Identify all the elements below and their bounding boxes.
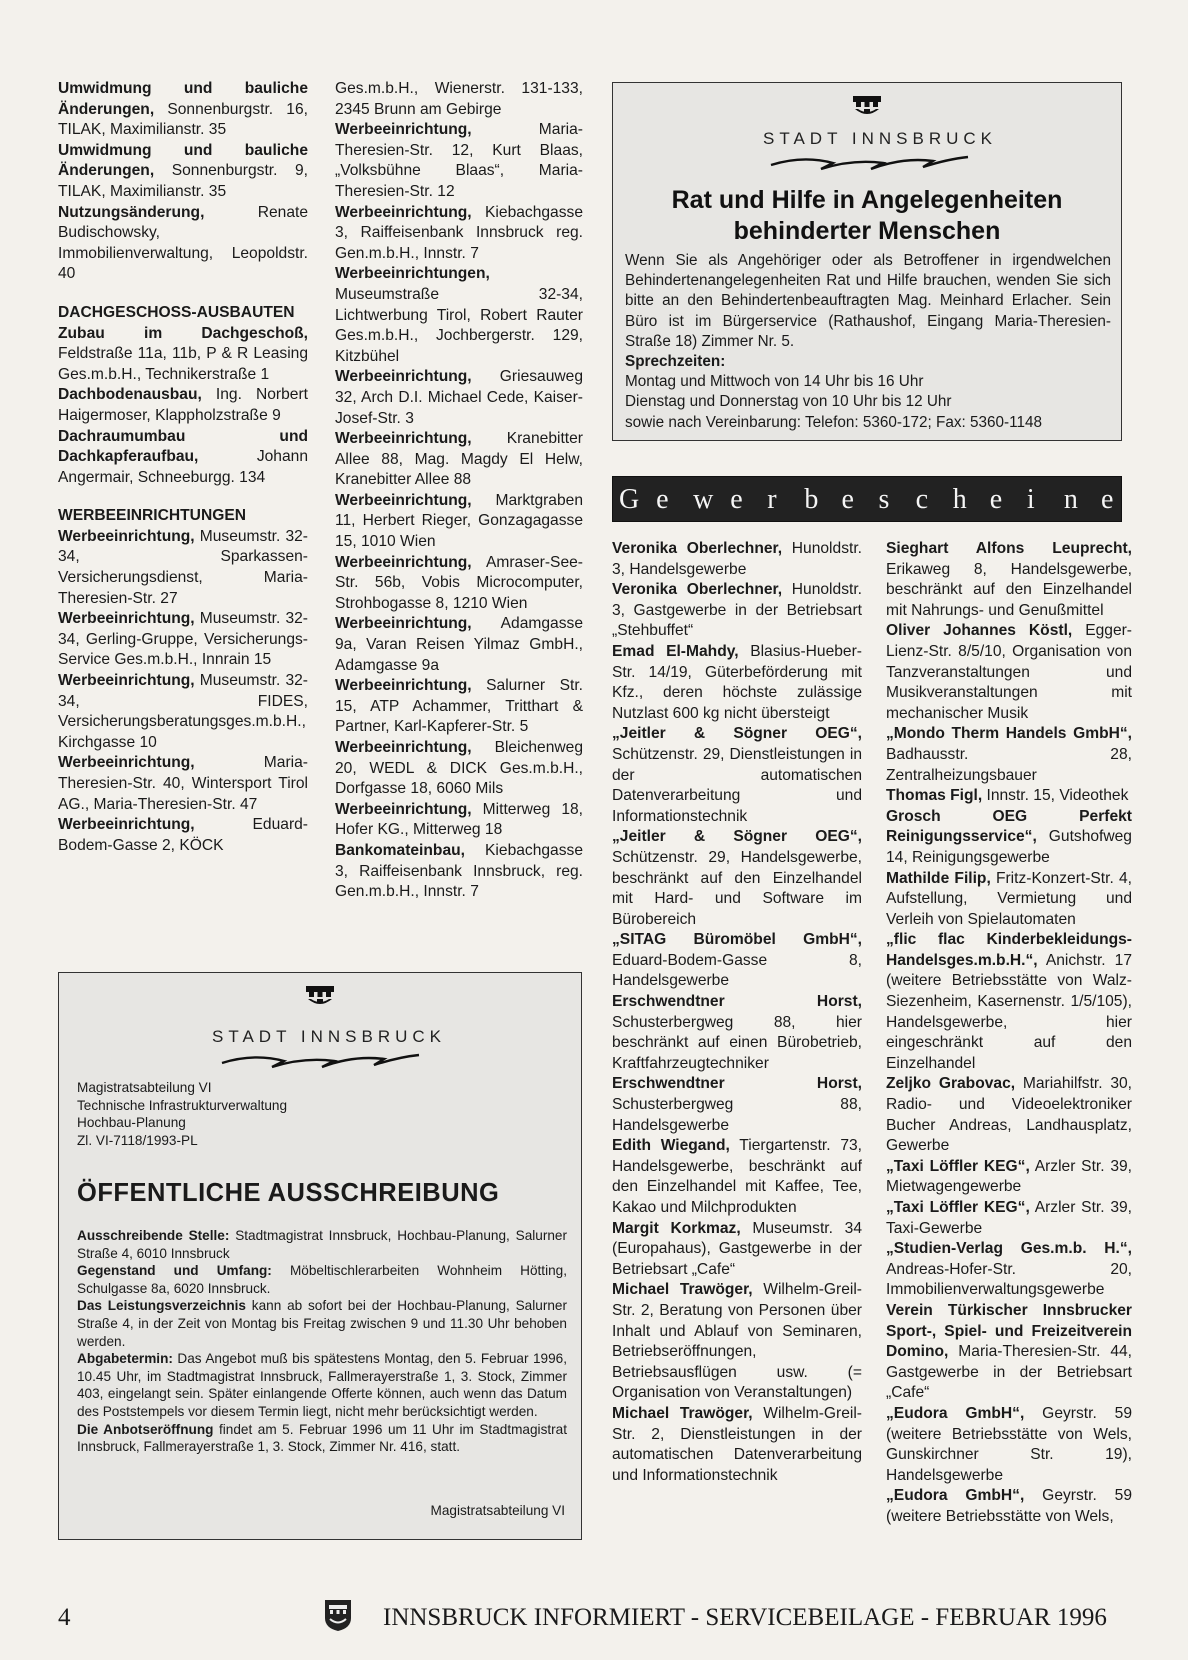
entry-text: Museumstr. 32-34, Sparkassen-Versicherungsdienst, Maria-Theresien-Str. 27 — [58, 527, 308, 607]
entry-title: Das Leistungsverzeichnis — [77, 1298, 246, 1314]
list-item — [886, 1074, 1132, 1156]
entry-title: Michael Trawöger, — [612, 1404, 753, 1422]
entry-title: Dachbodenausbau, — [58, 386, 202, 404]
header-letter: s — [878, 484, 890, 515]
list-item — [58, 609, 308, 671]
list-item — [335, 120, 583, 202]
list-item — [335, 553, 583, 615]
list-item — [886, 621, 1132, 724]
entry-text: Museumstr. 32-34, Gerling-Gruppe, Versicherungs-Service Ges.m.b.H., Innrain 15 — [58, 610, 308, 669]
column-3 — [612, 539, 862, 1486]
list-item — [612, 992, 862, 1074]
entry-text: Adamgasse 9a, Varan Reisen Yilmaz GmbH., Adamgasse 9a — [335, 615, 583, 674]
entry-title: Abgabetermin: — [77, 1351, 173, 1367]
entry-title: Margit Korkmaz, — [612, 1219, 741, 1237]
entry-text: Amraser-See-Str. 56b, Vobis Microcomputer, Strohbogasse 8, 1210 Wien — [335, 553, 583, 612]
column-1 — [58, 79, 308, 856]
list-item — [335, 738, 583, 800]
list-item — [77, 1421, 567, 1456]
river-logo-icon — [763, 149, 973, 173]
entry-title: „Eudora GmbH“, — [886, 1487, 1025, 1505]
entries-group-2 — [58, 324, 308, 489]
entry-title: Werbeeinrichtung, — [58, 672, 195, 690]
entry-text: Geyrstr. 59 (weitere Betriebsstätte von Wels, — [886, 1487, 1132, 1525]
entries-group — [612, 539, 862, 1486]
list-item — [335, 429, 583, 491]
entry-text: Stadtmagistrat Innsbruck, Hochbau-Planung, Salurner Straße 4, 6010 Innsbruck — [77, 1228, 568, 1261]
entry-text: Museumstr. 32-34, FIDES, Versicherungsberatungsges.m.b.H., Kirchgasse 10 — [58, 672, 308, 751]
entry-title: Werbeeinrichtung, — [335, 491, 472, 509]
department-line: Technische Infrastrukturverwaltung — [77, 1097, 288, 1113]
list-item — [886, 786, 1132, 807]
entry-title: Werbeeinrichtungen, — [335, 265, 490, 283]
entry-title: Verein Türkischer Innsbrucker Sport-, Spiel- und Freizeitverein Domino, — [886, 1301, 1132, 1361]
list-item — [886, 539, 1132, 621]
entry-text: Hunoldstr. 3, Handelsgewerbe — [612, 540, 862, 578]
list-item — [335, 841, 583, 903]
entry-text: Bleichenweg 20, WEDL & DICK Ges.m.b.H., Dorfgasse 18, 6060 Mils — [335, 739, 583, 798]
entry-text: Schusterbergweg 88, hier beschränkt auf einen Bürobetrieb, Kraftfahrzeugtechniker — [612, 1013, 862, 1072]
entry-text: Mitterweg 18, Hofer KG., Mitterweg 18 — [335, 800, 583, 839]
list-item — [58, 203, 308, 285]
header-letter: b — [804, 484, 819, 515]
entry-text: Erikaweg 8, Handelsgewerbe, beschränkt auf den Einzelhandel mit Nahrungs- und Genußmittel — [886, 560, 1132, 619]
header-letter: i — [1026, 484, 1035, 515]
hours-label: Sprechzeiten: — [625, 353, 726, 371]
entry-text: Egger-Lienz-Str. 8/5/10, Organisation von Tanzveranstaltungen und Musikveranstaltungen mit mechanischer Musik — [886, 622, 1132, 722]
entry-title: Werbeeinrichtung, — [335, 739, 472, 756]
list-item — [77, 1350, 567, 1420]
entry-text: Renate Budischowsky, Immobilienverwaltung, Leopoldstr. 40 — [58, 203, 308, 283]
entry-title: Emad El-Mahdy, — [612, 642, 739, 660]
entry-title: Erschwendtner Horst, — [612, 1075, 862, 1093]
header-letter: c — [915, 484, 929, 515]
entry-title: „Mondo Therm Handels GmbH“, — [886, 725, 1132, 743]
entry-title: Umwidmung und bauliche Änderungen, — [58, 80, 308, 118]
list-item — [612, 1074, 862, 1136]
list-item — [886, 1486, 1132, 1527]
entry-title: Grosch OEG Perfekt Reinigungsservice“, — [886, 807, 1132, 846]
list-item — [886, 1198, 1132, 1239]
entry-title: Die Anbotseröffnung — [77, 1421, 214, 1437]
entry-text: Griesauweg 32, Arch D.I. Michael Cede, Kaiser-Josef-Str. 3 — [335, 368, 583, 427]
list-item — [77, 1297, 567, 1350]
list-item — [77, 1262, 567, 1297]
entry-title: Oliver Johannes Köstl, — [886, 622, 1073, 640]
tender-title: ÖFFENTLICHE AUSSCHREIBUNG — [77, 1179, 500, 1207]
header-letter: e — [989, 484, 1003, 515]
tender-signature: Magistratsabteilung VI — [430, 1503, 565, 1518]
entry-text: Museumstraße 32-34, Lichtwerbung Tirol, Robert Rauter Ges.m.b.H., Jochbergerstr. 129, Kitzbühel — [335, 285, 583, 365]
tender-body — [77, 1227, 567, 1456]
entry-title: Werbeeinrichtung, — [58, 527, 195, 545]
entry-title: Edith Wiegand, — [612, 1137, 730, 1155]
entry-title: Werbeeinrichtung, — [58, 610, 195, 628]
public-tender-notice — [58, 972, 582, 1540]
entry-title: Werbeeinrichtung, — [58, 754, 195, 772]
entry-text: Das Angebot muß bis spätestens Montag, den 5. Februar 1996, 10.45 Uhr, im Stadtmagistrat Innsbruck, Fallmerayerstraße 1, 3. Stock, Zimmer 403, eingelangt sein. Später einlangende Offerte können, auch wenn das Datum des Poststempels vor diesem Termin liegt, nicht mehr berücksichtigt werden. — [77, 1351, 567, 1419]
entry-text: Schusterbergweg 88, Handelsgewerbe — [612, 1096, 862, 1134]
department-line: Magistratsabteilung VI — [77, 1080, 212, 1095]
entry-title: Werbeeinrichtung, — [335, 553, 472, 571]
entries-group-1 — [58, 79, 308, 285]
entry-title: Umwidmung und bauliche Änderungen, — [58, 141, 308, 180]
continued-entry: Ges.m.b.H., Wienerstr. 131-133, 2345 Brunn am Gebirge — [335, 80, 583, 118]
entry-text: Wilhelm-Greil-Str. 2, Beratung von Personen über Inhalt und Ablauf von Seminaren, Betriebseröffnungen, Betriebsausflügen usw. (= Organisation von Veranstaltungen) — [612, 1281, 863, 1402]
list-item — [612, 724, 862, 827]
entry-title: Zeljko Grabovac, — [886, 1075, 1016, 1093]
entry-text: Blasius-Hueber-Str. 14/19, Güterbeförderung mit Kfz., deren höchste zulässige Nutzlast 600 kg nicht übersteigt — [612, 642, 862, 722]
entry-title: Veronika Oberlechner, — [612, 540, 783, 557]
entry-text: Museumstr. 34 (Europahaus), Gastgewerbe in der Betriebsart „Cafe“ — [612, 1219, 862, 1278]
entry-text: Geyrstr. 59 (weitere Betriebsstätte von Wels, Gunskirchner Str. 19), Handelsgewerbe — [886, 1404, 1132, 1484]
header-letter: e — [730, 484, 743, 515]
list-item — [612, 827, 862, 930]
list-item — [886, 1301, 1132, 1404]
entry-text: Kiebachgasse 3, Raiffeisenbank Innsbruck reg. Gen.m.b.H., Innstr. 7 — [335, 203, 583, 262]
entry-text: findet am 5. Februar 1996 um 11 Uhr im Stadtmagistrat Innsbruck, Fallmerayerstraße 1, 3. Stock, Zimmer Nr. 416, statt. — [77, 1421, 568, 1455]
list-item — [612, 580, 862, 642]
list-item — [58, 527, 308, 609]
entry-text: Kranebitter Allee 88, Mag. Magdy El Helw, Kranebitter Allee 88 — [335, 430, 583, 489]
list-item — [335, 203, 583, 265]
header-letter: r — [767, 484, 777, 515]
entry-text: Fritz-Konzert-Str. 4, Aufstellung, Vermietung und Verleih von Spielautomaten — [886, 869, 1132, 928]
entry-title: Bankomateinbau, — [335, 841, 465, 859]
entry-text: kann ab sofort bei der Hochbau-Planung, Salurner Straße 4, in der Zeit von Montag bis Freitag zwischen 9 und 11.30 Uhr behoben werden. — [77, 1298, 567, 1349]
gewerbescheine-header — [612, 476, 1122, 522]
entry-title: „Jeitler & Sögner OEG“, — [612, 828, 862, 846]
entry-title: Nutzungsänderung, — [58, 203, 205, 221]
list-item — [335, 264, 583, 367]
list-item — [58, 753, 308, 815]
list-item — [886, 724, 1132, 786]
entry-title: Dachraumumbau und Dachkapferaufbau, — [58, 427, 308, 466]
entry-text: Innstr. 15, Videothek — [982, 787, 1129, 805]
list-item — [886, 869, 1132, 931]
hours-line: Montag und Mittwoch von 14 Uhr bis 16 Uhr — [625, 373, 924, 391]
entry-text: Sonnenburgstr. 16, TILAK, Maximilianstr. 35 — [58, 100, 308, 139]
entry-title: Sieghart Alfons Leuprecht, — [886, 540, 1132, 557]
entry-title: „Eudora GmbH“, — [886, 1404, 1025, 1422]
list-item — [886, 1404, 1132, 1486]
city-crest-icon — [850, 93, 884, 119]
column-2 — [335, 79, 583, 903]
header-letter: e — [841, 484, 854, 515]
header-letter: e — [1101, 484, 1114, 515]
hours-line: sowie nach Vereinbarung: Telefon: 5360-172; Fax: 5360-1148 — [625, 413, 1042, 431]
entry-title: „Studien-Verlag Ges.m.b. H.“, — [886, 1240, 1132, 1258]
entry-text: Arzler Str. 39, Taxi-Gewerbe — [886, 1199, 1133, 1237]
city-crest-icon — [303, 983, 337, 1009]
list-item — [58, 141, 308, 203]
header-letter: G — [619, 484, 640, 515]
entries-group-3 — [58, 527, 308, 857]
entry-text: Badhausstr. 28, Zentralheizungsbauer — [886, 745, 1132, 784]
entry-text: Schützenstr. 29, Dienstleistungen in der automatischen Datenverarbeitung und Informationstechnik — [612, 745, 862, 825]
entry-text: Sonnenburgstr. 9, TILAK, Maximilianstr. 35 — [58, 162, 308, 200]
entry-title: Michael Trawöger, — [612, 1281, 753, 1299]
entry-title: „Taxi Löffler KEG“, — [886, 1157, 1030, 1175]
entry-text: Mariahilfstr. 30, Radio- und Videoelektroniker Bucher Andreas, Landhausplatz, Gewerbe — [886, 1075, 1132, 1155]
list-item — [335, 676, 583, 738]
list-item — [886, 1157, 1132, 1198]
list-item — [335, 800, 583, 841]
entry-title: Gegenstand und Umfang: — [77, 1263, 272, 1279]
list-item — [612, 1280, 862, 1404]
list-item — [58, 324, 308, 386]
entry-text: Tiergartenstr. 73, Handelsgewerbe, beschränkt auf den Einzelhandel mit Kaffee, Tee, Kakao und Milchprodukten — [612, 1137, 862, 1216]
list-item — [612, 539, 862, 580]
entry-text: Arzler Str. 39, Mietwagengewerbe — [886, 1157, 1133, 1196]
list-item — [886, 1239, 1132, 1301]
list-item — [886, 807, 1132, 869]
entry-title: Werbeeinrichtung, — [335, 368, 472, 386]
entry-text: Schützenstr. 29, Handelsgewerbe, beschränkt auf den Einzelhandel mit Hard- und Software im Bürobereich — [612, 848, 862, 928]
header-letter: n — [1063, 484, 1078, 515]
entry-title: „flic flac Kinderbekleidungs-Handelsges.m.b.H.“, — [886, 931, 1132, 969]
list-item — [58, 427, 308, 489]
department-block — [77, 1079, 287, 1149]
entry-text: Eduard-Bodem-Gasse 8, Handelsgewerbe — [612, 951, 862, 990]
list-item — [335, 367, 583, 429]
list-item — [58, 385, 308, 426]
entry-text: Marktgraben 11, Herbert Rieger, Gonzagagasse 15, 1010 Wien — [335, 491, 583, 551]
entry-text: Maria-Theresien-Str. 44, Gastgewerbe in der Betriebsart „Cafe“ — [886, 1343, 1132, 1402]
city-name: STADT INNSBRUCK — [212, 1027, 447, 1046]
entry-title: Werbeeinrichtung, — [335, 203, 472, 221]
entry-text: Feldstraße 11a, 11b, P & R Leasing Ges.m.b.H., Technikerstraße 1 — [58, 345, 308, 383]
department-line: Hochbau-Planung — [77, 1115, 186, 1131]
header-letter: h — [952, 484, 967, 515]
notice-text: Wenn Sie als Angehöriger oder als Betroffener in irgendwelchen Behindertenangelegenheiten Rat und Hilfe brauchen, wenden Sie sich bitte an den Behindertenbeauftragten Mag. Meinhard Erlacher. Sein Büro ist im Bürgerservice (Rathaushof, Eingang Maria-Theresien-Straße 18) Zimmer Nr. 5. — [625, 252, 1111, 350]
entry-title: Erschwendtner Horst, — [612, 993, 862, 1011]
notice-title: Rat und Hilfe in Angelegenheiten behinderter Menschen — [671, 186, 1063, 245]
entry-text: Maria-Theresien-Str. 40, Wintersport Tirol AG., Maria-Theresien-Str. 47 — [58, 754, 308, 813]
entry-title: „Jeitler & Sögner OEG“, — [612, 725, 862, 743]
entry-text: Andreas-Hofer-Str. 20, Immobilienverwaltungsgewerbe — [886, 1260, 1132, 1299]
entry-text: Maria-Theresien-Str. 12, Kurt Blaas, „Volksbühne Blaas“, Maria-Theresien-Str. 12 — [335, 121, 583, 200]
entry-title: Werbeeinrichtung, — [335, 677, 472, 695]
entry-title: Werbeeinrichtung, — [335, 430, 472, 448]
entry-title: Ausschreibende Stelle: — [77, 1228, 230, 1243]
entry-text: Wilhelm-Greil-Str. 2, Dienstleistungen in der automatischen Datenverarbeitung und Informationstechnik — [612, 1404, 863, 1484]
entry-text: Salurner Str. 15, ATP Achammer, Tritthart & Partner, Karl-Kapferer-Str. 5 — [335, 677, 583, 736]
list-item — [335, 491, 583, 553]
entry-title: Thomas Figl, — [886, 787, 983, 805]
list-item — [612, 642, 862, 724]
list-item — [612, 930, 862, 992]
header-letter: e — [656, 484, 669, 515]
entry-title: Zubau im Dachgeschoß, — [58, 324, 308, 342]
entry-title: Mathilde Filip, — [886, 869, 991, 887]
list-item — [612, 1136, 862, 1218]
publication-footer: INNSBRUCK INFORMIERT - SERVICEBEILAGE - FEBRUAR 1996 — [383, 1604, 1107, 1631]
list-item — [335, 614, 583, 676]
list-item — [58, 79, 308, 141]
reference-number: Zl. VI-7118/1993-PL — [77, 1132, 198, 1148]
page-number: 4 — [58, 1604, 71, 1631]
section-heading-dachgeschoss: DACHGESCHOSS-AUSBAUTEN — [58, 303, 295, 321]
river-logo-icon — [214, 1047, 424, 1071]
entry-text: Gutshofweg 14, Reinigungsgewerbe — [886, 828, 1132, 866]
entry-title: Veronika Oberlechner, — [612, 581, 783, 599]
entry-text: Johann Angermair, Schneeburgg. 134 — [58, 448, 308, 486]
disability-help-notice — [612, 82, 1122, 441]
section-heading-werbeeinrichtungen: WERBEEINRICHTUNGEN — [58, 507, 246, 525]
entry-text: Hunoldstr. 3, Gastgewerbe in der Betriebsart „Stehbuffet“ — [612, 581, 862, 640]
list-item — [612, 1219, 862, 1281]
entry-title: „SITAG Büromöbel GmbH“, — [612, 931, 862, 949]
list-item — [58, 815, 308, 856]
entry-text: Eduard-Bodem-Gasse 2, KÖCK — [58, 816, 308, 854]
list-item — [77, 1227, 567, 1262]
list-item — [58, 671, 308, 753]
city-crest-icon — [323, 1598, 353, 1632]
entries-group — [335, 120, 583, 903]
list-item — [886, 930, 1132, 1074]
entry-title: Werbeeinrichtung, — [335, 121, 472, 139]
entry-text: Anichstr. 17 (weitere Betriebsstätte von Walz-Siezenheim, Kasernenstr. 1/5/105), Handelsgewerbe, hier eingeschränkt auf den Einzelhandel — [886, 951, 1132, 1072]
header-letter: w — [693, 484, 714, 515]
column-4 — [886, 539, 1132, 1528]
entry-title: Werbeeinrichtung, — [335, 800, 472, 818]
entry-text: Ing. Norbert Haigermoser, Klappholzstraße 9 — [58, 386, 308, 424]
entry-title: „Taxi Löffler KEG“, — [886, 1199, 1030, 1216]
list-item — [612, 1404, 862, 1486]
entry-title: Werbeeinrichtung, — [58, 816, 195, 834]
city-name: STADT INNSBRUCK — [763, 129, 998, 148]
entry-title: Werbeeinrichtung, — [335, 615, 472, 633]
notice-body — [625, 251, 1111, 433]
hours-line: Dienstag und Donnerstag von 10 Uhr bis 12 Uhr — [625, 393, 952, 411]
entry-text: Möbeltischlerarbeiten Wohnheim Hötting, Schulgasse 8a, 6020 Innsbruck. — [77, 1263, 567, 1296]
entry-text: Kiebachgasse 3, Raiffeisenbank Innsbruck, reg. Gen.m.b.H., Innstr. 7 — [335, 841, 583, 901]
entries-group — [886, 539, 1132, 1528]
